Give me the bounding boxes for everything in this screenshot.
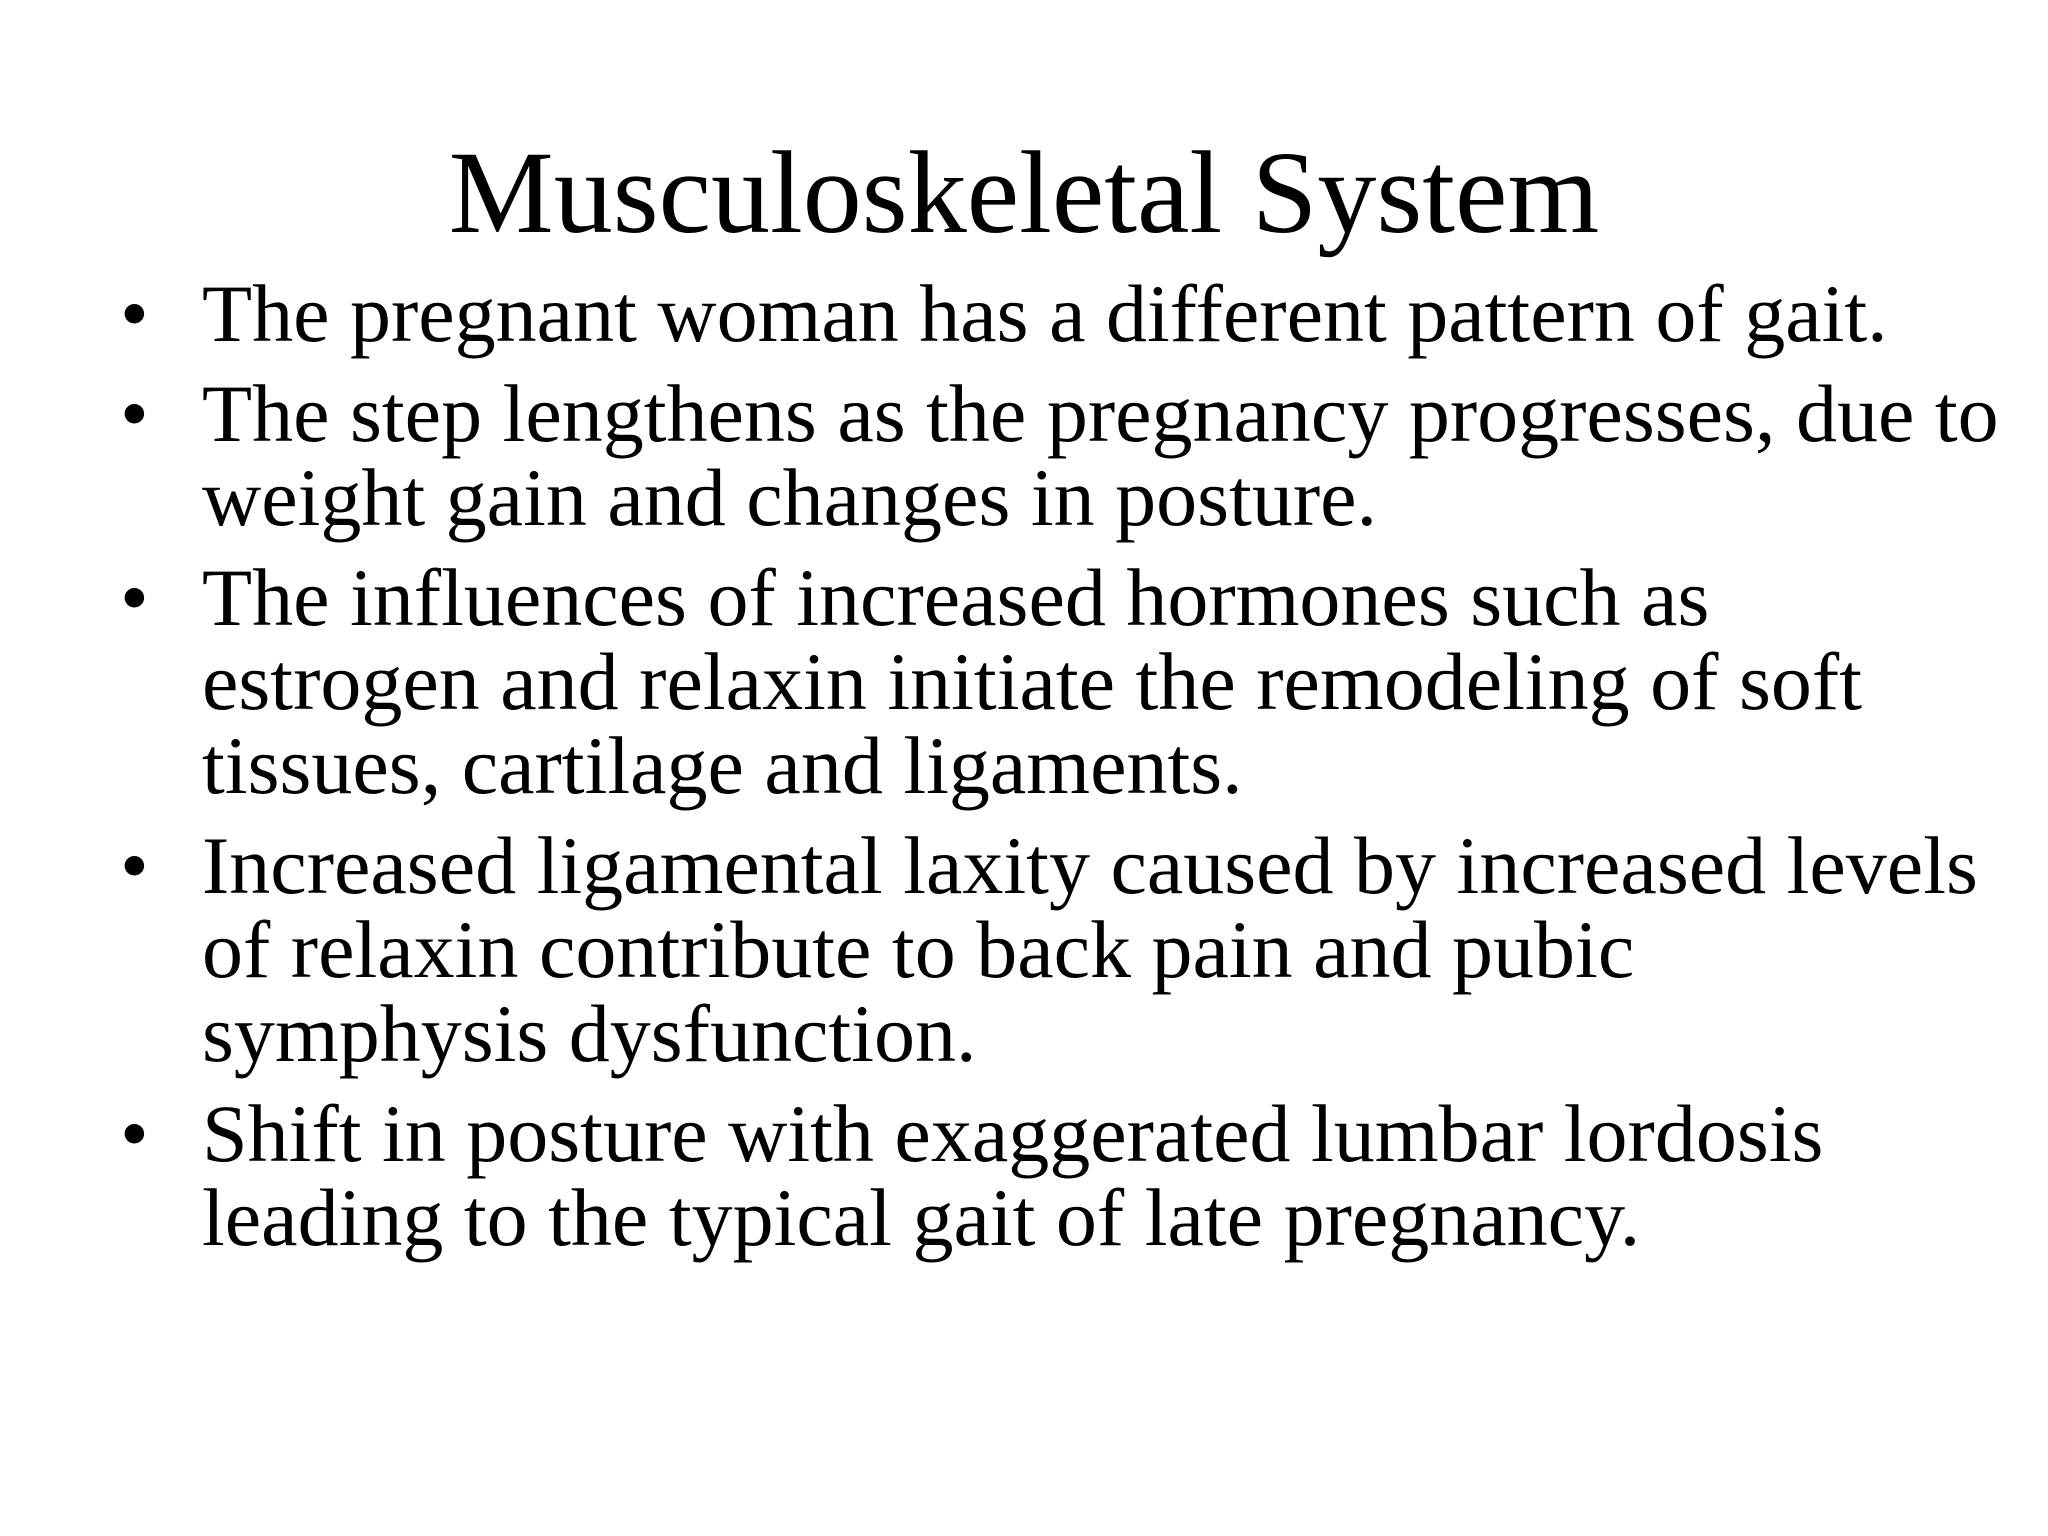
bullet-text: The influences of increased hormones such as estrogen and relaxin initiate the remodeling of soft tissues, cartilage and ligaments. [202, 552, 1862, 811]
slide-title: Musculoskeletal System [448, 127, 1600, 258]
bullet-icon: • [120, 368, 149, 459]
bullet-item-1 [120, 268, 2000, 359]
bullet-text: The pregnant woman has a different pattern of gait. [202, 268, 1888, 359]
bullet-item-3 [120, 552, 2000, 811]
bullet-icon: • [120, 268, 149, 359]
bullet-item-4 [120, 820, 2000, 1079]
bullet-item-2 [120, 368, 2000, 543]
bullet-text: Shift in posture with exaggerated lumbar lordosis leading to the typical gait of late pregnancy. [202, 1088, 1824, 1263]
bullet-text: Increased ligamental laxity caused by increased levels of relaxin contribute to back pain and pubic symphysis dysfunction. [202, 820, 1978, 1079]
bullet-item-5 [120, 1088, 2000, 1263]
bullet-icon: • [120, 1088, 149, 1179]
bullet-icon: • [120, 820, 149, 911]
bullet-list [120, 268, 2000, 1276]
bullet-icon: • [120, 552, 149, 643]
bullet-text: The step lengthens as the pregnancy progresses, due to weight gain and changes in posture. [202, 368, 1999, 543]
